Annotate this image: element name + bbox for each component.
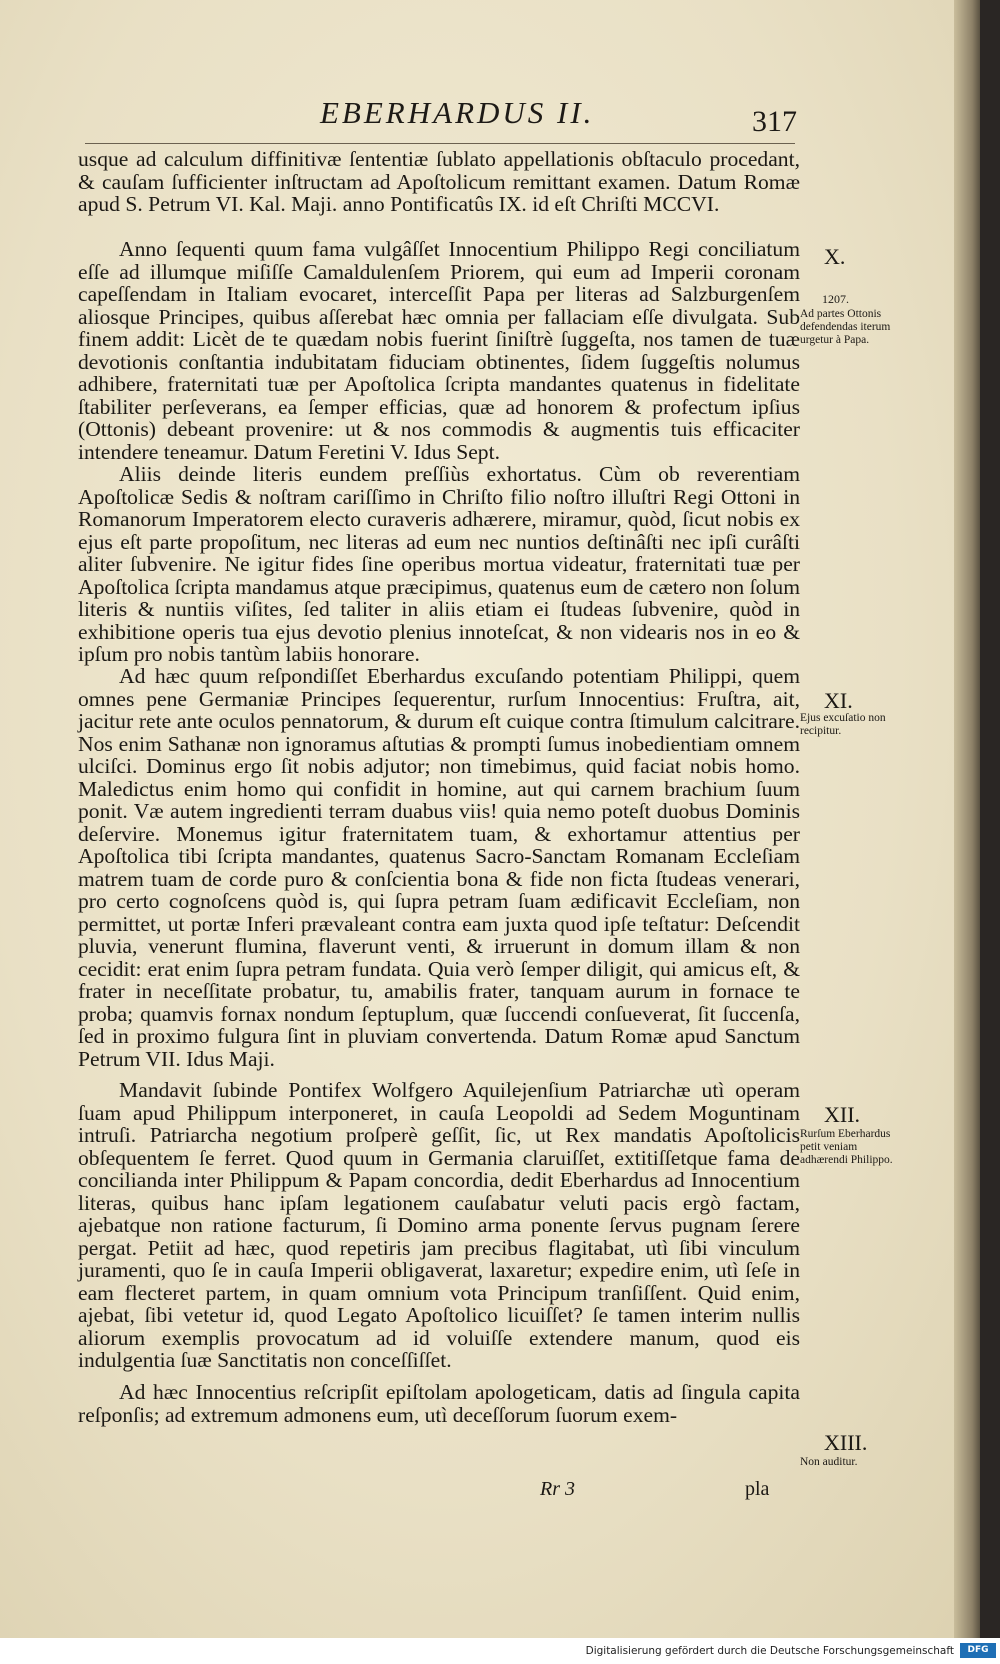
page-footer [0, 1478, 980, 1508]
catchword: pla [745, 1478, 770, 1500]
signature-mark: Rr 3 [540, 1478, 575, 1500]
dfg-logo-icon: DFG [960, 1643, 996, 1658]
page-spine-shadow [954, 0, 980, 1638]
section-number: XII. [824, 1102, 861, 1127]
section-number: XI. [824, 688, 853, 713]
paragraph: Mandavit ſubinde Pontifex Wolfgero Aquilejenſium Patriarchæ utì operam ſuam apud Philippum interponeret, in cauſa Leopoldi ad Sedem Moguntinam intruſi. Patriarcha negotium proſperè geſſit, ſic, ut Rex mandatis Apoſtolicis obſequentem ſe ferret. Quod quum in Germania claruiſſet, extitiſſetque fama de concilianda inter Philippum & Papam concordia, dedit Eberhardus ad Innocentium literas, quibus hanc ipſam legationem cauſabatur veluti pacis ergò factam, ajebatque non ratione facturum, ſi Domino arma ponente ſervus pugnam ſerere pergat. Petiit ad hæc, quod repetiris jam precibus flagitabat, utì ſibi vinculum juramenti, quo ſe in cauſa Imperii obligaverat, laxaretur; expedire enim, utì ſeſe in eam flecteret partem, in quam omnium vota Principum tranſiſſent. Quid enim, ajebat, ſibi vetetur id, quod Legato Apoſtolico licuiſſet? ſe tamen interim nullis aliorum exemplis provocatum ad id voluiſſe extendere manum, quod eis indulgentia ſuæ Sanctitatis non conceſſiſſet. [78, 1078, 800, 1372]
paragraph: usque ad calculum diffinitivæ ſententiæ ſublato appellationis obſtaculo procedant, & cauſam ſufficienter inſtructam ad Apoſtolicum remittant examen. Datum Romæ apud S. Petrum VI. Kal. Maji. anno Pontificatûs IX. id eſt Chriſti MCCVI. [78, 147, 800, 216]
margin-note: Ad partes Ottonis defendendas iterum urgetur à Papa. [800, 308, 891, 346]
paragraph: Ad hæc quum reſpondiſſet Eberhardus excuſando potentiam Philippi, quem omnes pene Germaniæ Principes ſequerentur, rurſum Innocentius: Fruſtra, ait, jacitur rete ante oculos pennatorum, & durum eſt cuique contra ſtimulum calcitrare. Nos enim Sathanæ non ignoramus aſtutias & prompti ſumus inobedientiam omnem ulciſci. Dominus ergo ſit nobis adjutor; non timebimus, quid faciat nobis homo. Maledictus enim homo qui confidit in homine, aut qui carnem brachium ſuum ponit. Væ autem ingredienti terram duabus viis! quia nemo poteſt duobus Dominis deſervire. Monemus igitur fraternitatem tuam, & exhortamur attentius per Apoſtolica tibi ſcripta mandantes, quatenus Sacro-Sanctam Romanam Eccleſiam matrem tuam de corde puro & conſcientia bona & fide non ficta ſtudeas venerari, pro certo cognoſcens quòd is, qui ſupra petram ſuam ædificavit Eccleſiam, non permittet, ut portæ Inferi prævaleant contra eam juxta quod ipſe teſtatur: Deſcendit pluvia, venerunt flumina, flaverunt venti, & irruerunt in domum illam & non cecidit: erat enim ſupra petram fundata. Quia verò ſemper diligit, qui amicus eſt, & frater in neceſſitate probatur, tu, amabilis frater, tanquam aurum in fornace te proba; quamvis fornax nondum ſeptuplum, quæ ſuccendi conſueverat, ſit ſuccenſa, ſed in proximo fulgura ſint in pluviam convertenda. Datum Romæ apud Sanctum Petrum VII. Idus Maji. [78, 664, 800, 1071]
paragraph: Ad hæc Innocentius reſcripſit epiſtolam apologeticam, datis ad ſingula capita reſponſis; ad extremum admonens eum, utì deceſſorum ſuorum exem- [78, 1380, 800, 1427]
header-rule [85, 143, 795, 144]
section-number: XIII. [824, 1430, 868, 1455]
credit-bar [0, 1638, 1000, 1664]
margin-note: Non auditur. [800, 1456, 858, 1468]
credit-text: Digitalisierung gefördert durch die Deutsche Forschungsgemeinschaft [585, 1645, 954, 1657]
page-header [0, 95, 980, 145]
paragraph: Aliis deinde literis eundem preſſiùs exhortatus. Cùm ob reverentiam Apoſtolicæ Sedis & noſtram cariſſimo in Chriſto filio noſtro illuſtri Regi Ottoni in Romanorum Imperatorem electo curaveris adhærere, miramur, quòd, ſicut nobis ex ejus eſt parte propoſitum, nec literas ad eum nec nuntios deſtinâſti nec ipſi curâſti aliter ſubvenire. Ne igitur fides ſine operibus mortua videatur, fraternitati tuæ per Apoſtolica ſcripta mandamus atque præcipimus, quatenus eum de cætero non ſolum literis & nuntiis viſites, ſed taliter in aliis etiam ei ſtudeas ſubvenire, quòd in exhibitione operis tua ejus devotio plenius innoteſcat, & non videaris nos in eo & ipſum pro nobis tantùm labiis honorare. [78, 462, 800, 666]
main-text [78, 148, 800, 1426]
paragraph: Anno ſequenti quum fama vulgâſſet Innocentium Philippo Regi conciliatum eſſe ad illumque miſiſſe Camaldulenſem Priorem, qui eum ad Imperii coronam capeſſendam in Italiam evocaret, interceſſit Papa per literas ad Salzburgenſem aliosque Principes, quibus aſſerebat hæc omnia per fallaciam eſſe divulgata. Sub finem addit: Licèt de te quædam nobis fuerint ſiniſtrè ſuggeſta, nos tamen de tuæ devotionis conſtantia indubitatam fiduciam obtinentes, ſidem ſuggeſtis nolumus adhibere, fraternitati tuæ per Apoſtolica ſcripta mandantes quatenus in fidelitate ſtabiliter perſeverans, ea ſemper efficias, quæ ad honorem & profectum ipſius (Ottonis) debeant provenire: ut & nos commodis & augmentis tuis efficaciter intendere teneamur. Datum Feretini V. Idus Sept. [78, 237, 800, 464]
running-title: EBERHARDUS II. [320, 95, 595, 130]
margin-note: Rurſum Eberhardus petit veniam adhærendi Philippo. [800, 1128, 893, 1166]
page-number: 317 [752, 105, 797, 138]
section-number: X. [824, 244, 846, 269]
margin-year: 1207. [822, 292, 849, 306]
margin-note: Ejus excuſatio non recipitur. [800, 712, 886, 737]
